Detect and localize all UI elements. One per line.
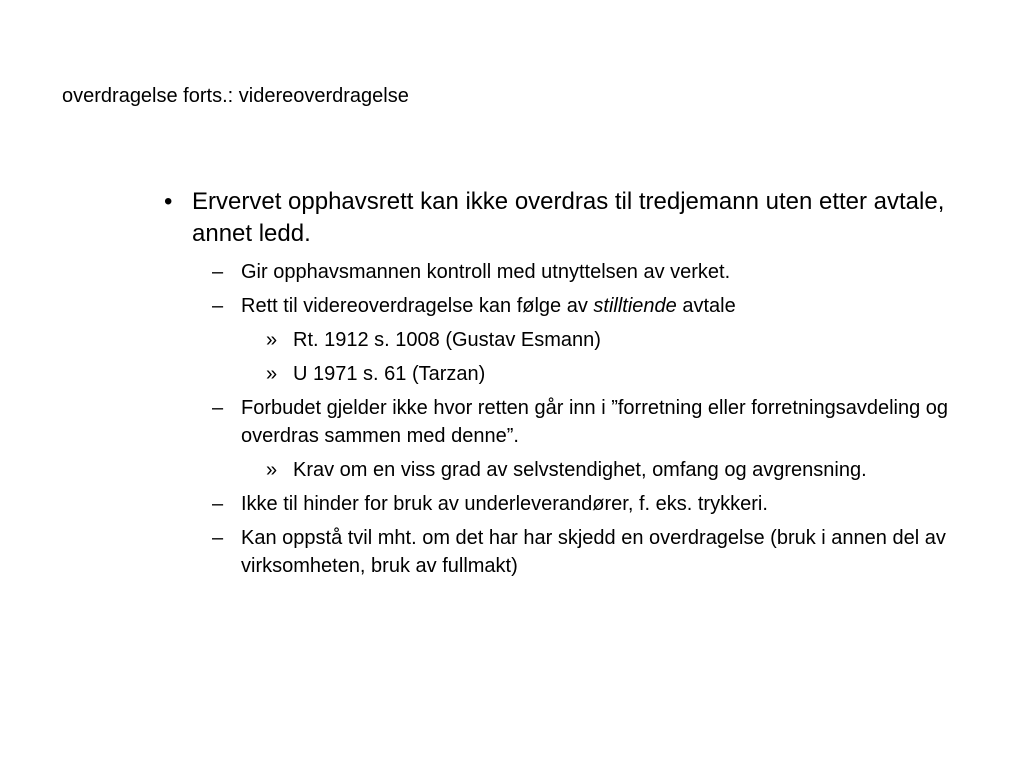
bullet-level3 (160, 326, 960, 354)
bullet-level2 (160, 258, 960, 286)
bullet-level2 (160, 394, 960, 450)
bullet-text: Ervervet opphavsrett kan ikke overdras til tredjemann uten etter avtale, annet ledd. (192, 188, 945, 247)
bullet-level2 (160, 490, 960, 518)
bullet-text-emphasis: stilltiende (593, 295, 677, 317)
bullet-list (160, 186, 960, 586)
guillemet-marker: » (266, 459, 278, 481)
bullet-level2 (160, 524, 960, 580)
bullet-text: Rt. 1912 s. 1008 (Gustav Esmann) (293, 329, 601, 351)
bullet-level3 (160, 360, 960, 388)
bullet-text-part: avtale (676, 295, 736, 317)
bullet-text-part: Rett til videreoverdragelse kan følge av (241, 295, 594, 317)
bullet-marker: • (164, 188, 173, 215)
dash-marker: – (212, 527, 224, 549)
dash-marker: – (212, 261, 224, 283)
bullet-text: Kan oppstå tvil mht. om det har har skjedd en overdragelse (bruk i annen del av virksomheten, bruk av fullmakt) (241, 527, 946, 577)
bullet-level2 (160, 292, 960, 320)
dash-marker: – (212, 295, 224, 317)
bullet-level1 (160, 186, 960, 250)
guillemet-marker: » (266, 329, 278, 351)
bullet-text: Forbudet gjelder ikke hvor retten går inn i ”forretning eller forretningsavdeling og overdras sammen med denne”. (241, 397, 949, 447)
dash-marker: – (212, 493, 224, 515)
bullet-text: Ikke til hinder for bruk av underleverandører, f. eks. trykkeri. (241, 493, 768, 515)
bullet-level3 (160, 456, 960, 484)
dash-marker: – (212, 397, 224, 419)
slide-title: overdragelse forts.: videreoverdragelse (62, 85, 409, 107)
bullet-text: U 1971 s. 61 (Tarzan) (293, 363, 486, 385)
guillemet-marker: » (266, 363, 278, 385)
bullet-text: Krav om en viss grad av selvstendighet, omfang og avgrensning. (293, 459, 867, 481)
bullet-text: Gir opphavsmannen kontroll med utnyttelsen av verket. (241, 261, 731, 283)
